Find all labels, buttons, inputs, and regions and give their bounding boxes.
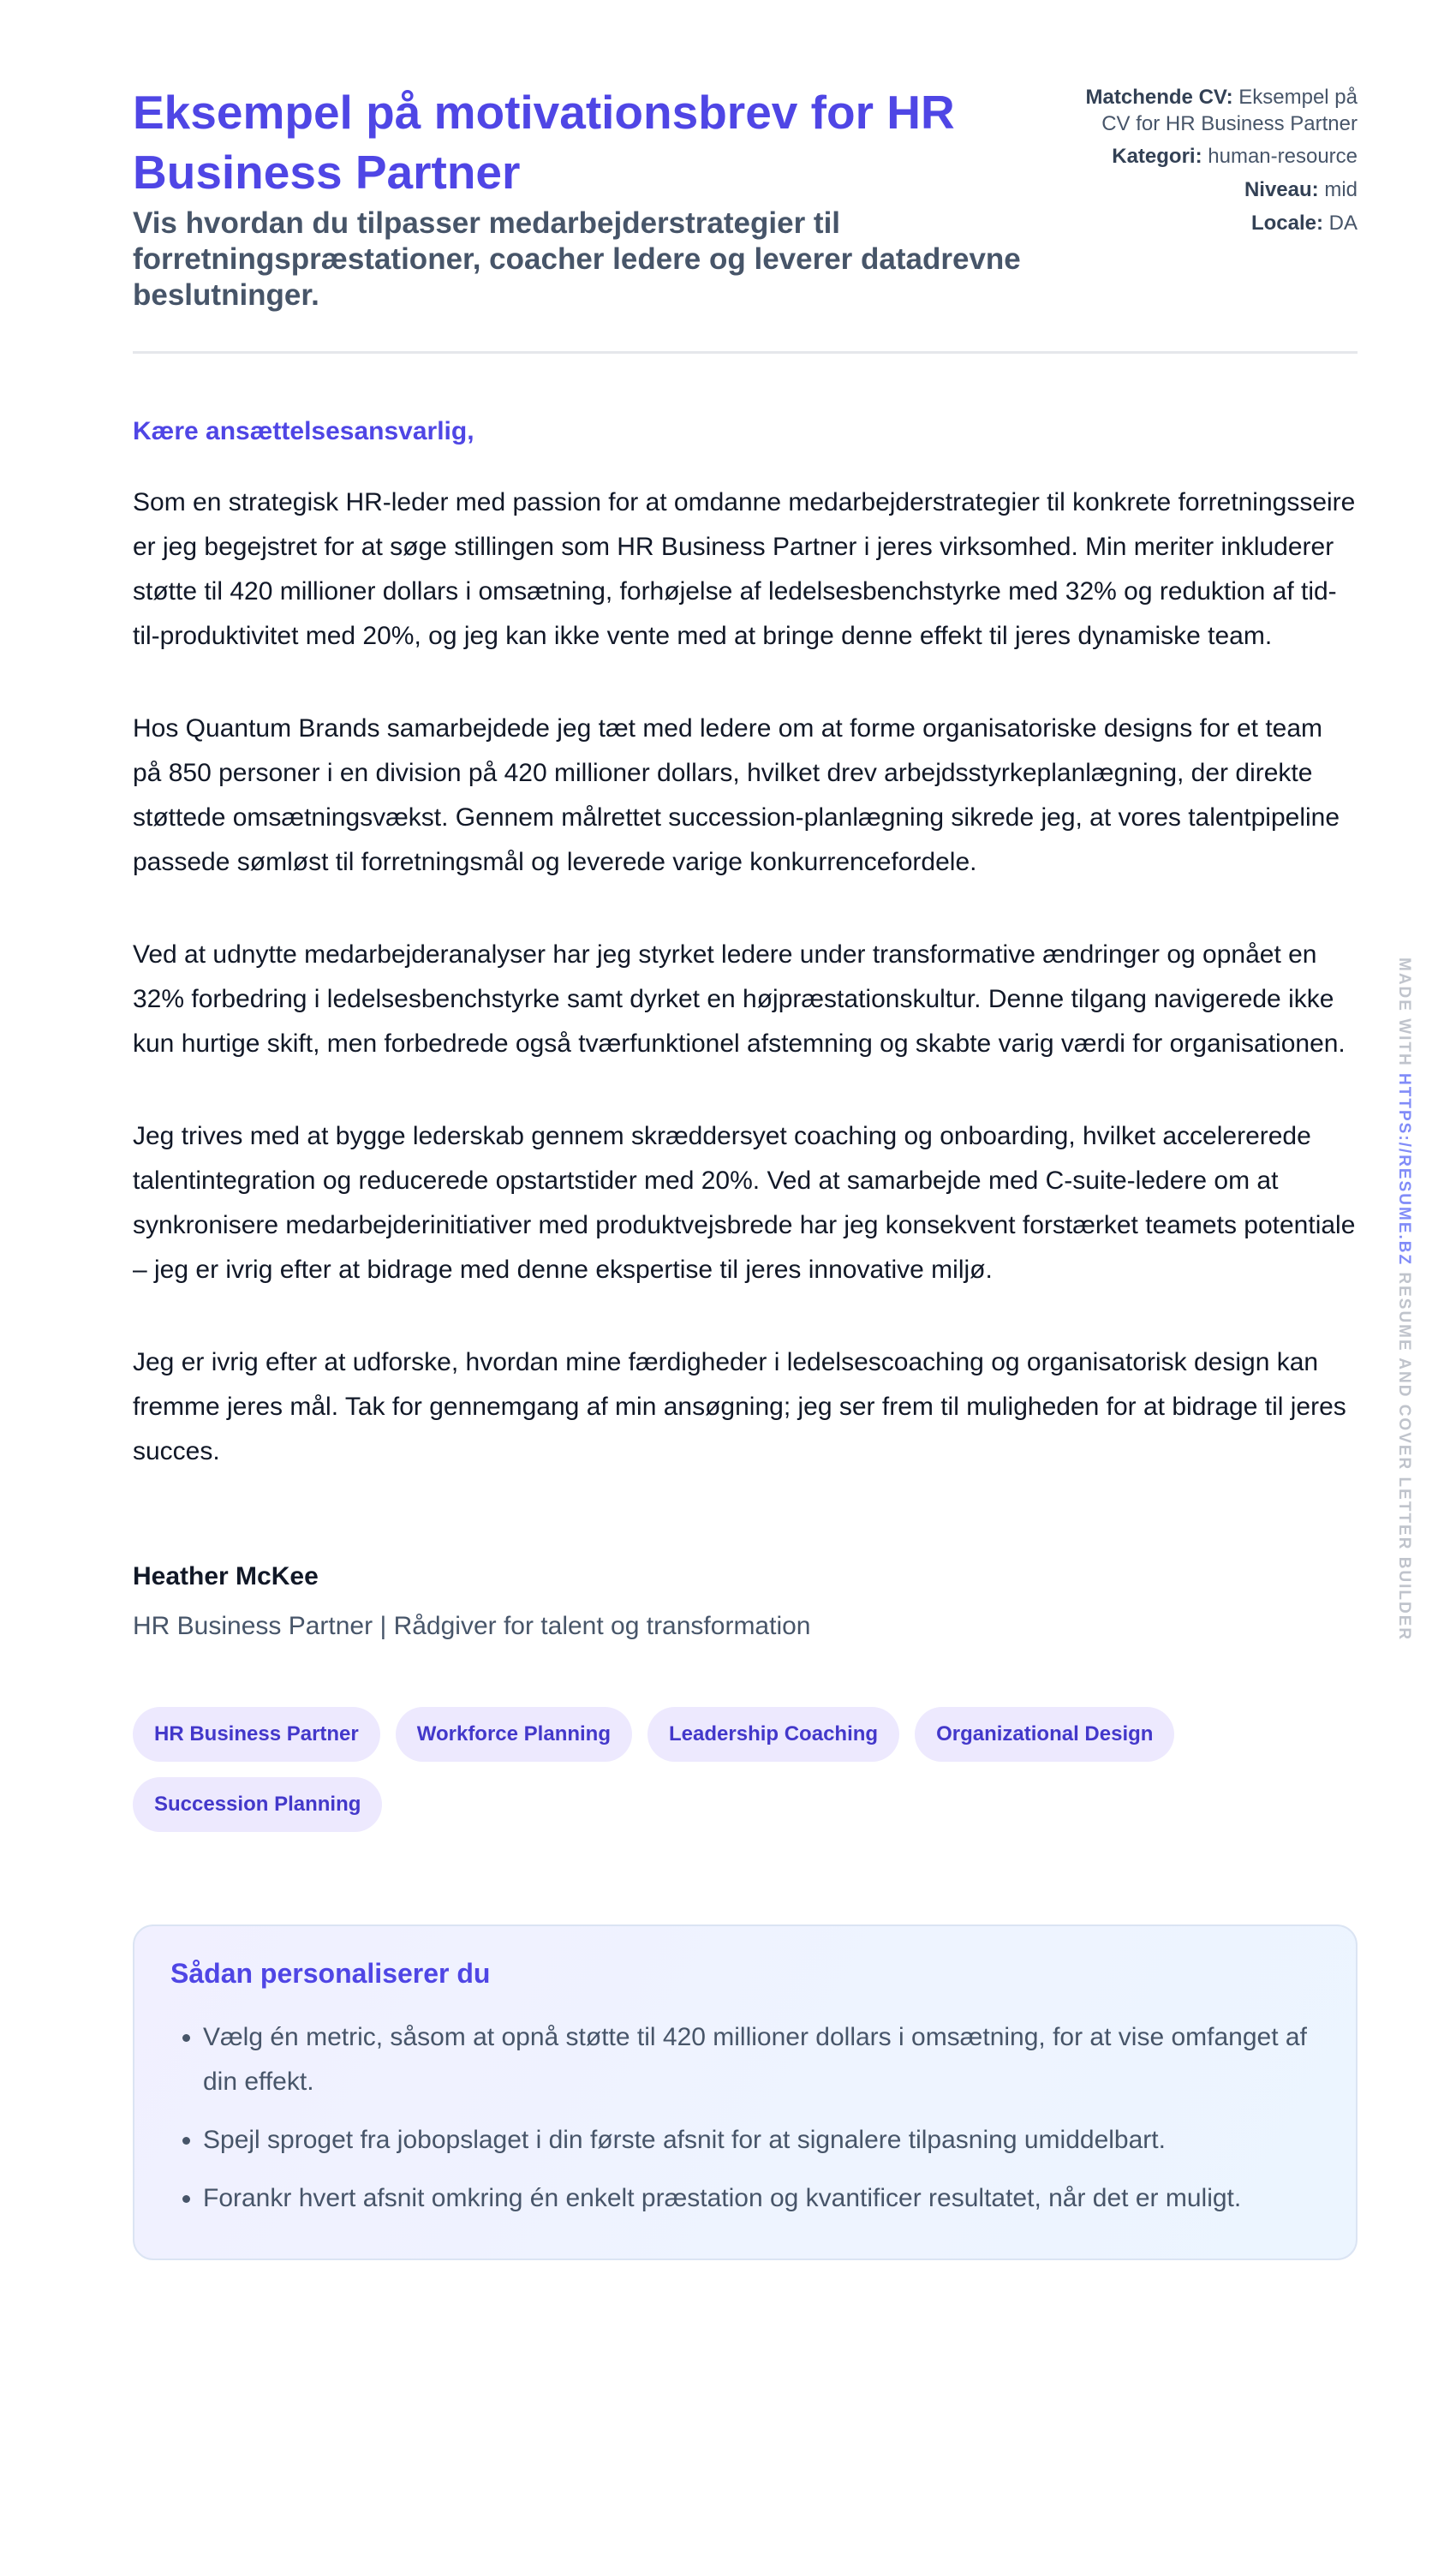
made-with-watermark xyxy=(1394,958,1413,1641)
meta-cv-label: Matchende CV: xyxy=(1085,86,1233,109)
skill-tag: Succession Planning xyxy=(133,1777,382,1832)
letter-body xyxy=(133,480,1358,1474)
header-divider xyxy=(133,351,1358,354)
signature-name: Heather McKee xyxy=(133,1562,319,1590)
meta-category-label: Kategori: xyxy=(1112,145,1202,168)
skill-tag: Organizational Design xyxy=(915,1707,1174,1762)
meta-level xyxy=(1075,176,1358,204)
meta-locale xyxy=(1075,210,1358,237)
meta-locale-value: DA xyxy=(1328,212,1358,235)
skill-tag: HR Business Partner xyxy=(133,1707,380,1762)
watermark-prefix: MADE WITH xyxy=(1395,958,1413,1067)
letter-paragraph: Jeg trives med at bygge lederskab gennem skræddersyet coaching og onboarding, hvilket accelererede talentintegration og reducerede opstartstider med 20%. Ved at samarbejde med C-suite-ledere om at synkronisere medarbejderinitiativer med produktvejsbrede har jeg konsekvent forstærket teamets potentiale – jeg er ivrig efter at bidrage med denne ekspertise til jeres innovative miljø. xyxy=(133,1122,1356,1284)
letter-paragraph: Som en strategisk HR-leder med passion for at omdanne medarbejderstrategier til konkrete forretningsseire er jeg begejstret for at søge stillingen som HR Business Partner i jeres virksomhed. Min meriter inkluderer støtte til 420 millioner dollars i omsætning, forhøjelse af ledelsesbenchstyrke med 32% og reduktion af tid-til-produktivitet med 20%, og jeg kan ikke vente med at bringe denne effekt til jeres dynamiske team. xyxy=(133,488,1356,650)
meta-locale-label: Locale: xyxy=(1250,212,1323,235)
cover-letter-page xyxy=(133,82,1358,2260)
letter-paragraph: Hos Quantum Brands samarbejdede jeg tæt med ledere om at forme organisatoriske designs for et team på 850 personer i en division på 420 millioner dollars, hvilket drev arbejdsstyrkeplanlægning, der direkte støttede omsætningsvækst. Gennem målrettet succession-planlægning sikrede jeg, at vores talentpipeline passede sømløst til forretningsmål og leverede varige konkurrencefordele. xyxy=(133,714,1340,876)
meta-matching-cv xyxy=(1075,84,1358,137)
page-title: Eksempel på motivationsbrev for HR Business Partner xyxy=(133,86,955,199)
signature-role: HR Business Partner | Rådgiver for talent og transformation xyxy=(133,1612,811,1640)
header xyxy=(133,82,1358,313)
skill-tag: Workforce Planning xyxy=(396,1707,632,1762)
tip-item: • Forankr hvert afsnit omkring én enkelt præstation og kvantificer resultatet, når det er muligt. xyxy=(203,2176,1320,2221)
meta-category xyxy=(1075,143,1358,170)
tips-title: Sådan personaliserer du xyxy=(170,1958,491,1989)
tips-list xyxy=(170,2015,1320,2221)
skill-tags xyxy=(133,1707,1246,1832)
tip-item: • Vælg én metric, såsom at opnå støtte til 420 millioner dollars i omsætning, for at vise omfanget af din effekt. xyxy=(203,2015,1320,2104)
letter-paragraph: Ved at udnytte medarbejderanalyser har jeg styrket ledere under transformative ændringer og opnået en 32% forbedring i ledelsesbenchstyrke samt dyrket en højpræstationskultur. Denne tilgang navigerede ikke kun hurtige skift, men forbedrede også tværfunktionel afstemning og skabte varig værdi for organisationen. xyxy=(133,940,1346,1058)
meta-cv-value: Eksempel på CV for HR Business Partner xyxy=(1101,86,1358,135)
skill-tag: Leadership Coaching xyxy=(647,1707,899,1762)
personalization-tips xyxy=(133,1924,1358,2260)
title-block xyxy=(133,82,1023,313)
letter-greeting: Kære ansættelsesansvarlig, xyxy=(133,417,474,445)
meta-level-label: Niveau: xyxy=(1244,178,1319,201)
signature xyxy=(133,1560,1358,1644)
tip-item: • Spejl sproget fra jobopslaget i din første afsnit for at signalere tilpasning umiddelbart. xyxy=(203,2118,1320,2163)
letter-paragraph: Jeg er ivrig efter at udforske, hvordan mine færdigheder i ledelsescoaching og organisatorisk design kan fremme jeres mål. Tak for gennemgang af min ansøgning; jeg ser frem til muligheden for at bidrage til jeres succes. xyxy=(133,1348,1346,1465)
meta-level-value: mid xyxy=(1324,178,1358,201)
meta-panel xyxy=(1075,84,1358,243)
watermark-link[interactable]: HTTPS://RESUME.BZ xyxy=(1395,1073,1413,1267)
watermark-suffix: RESUME AND COVER LETTER BUILDER xyxy=(1395,1272,1413,1642)
meta-category-value: human-resource xyxy=(1208,145,1358,168)
page-subtitle: Vis hvordan du tilpasser medarbejderstrategier til forretningspræstationer, coacher ledere og leverer datadrevne beslutninger. xyxy=(133,206,1021,312)
